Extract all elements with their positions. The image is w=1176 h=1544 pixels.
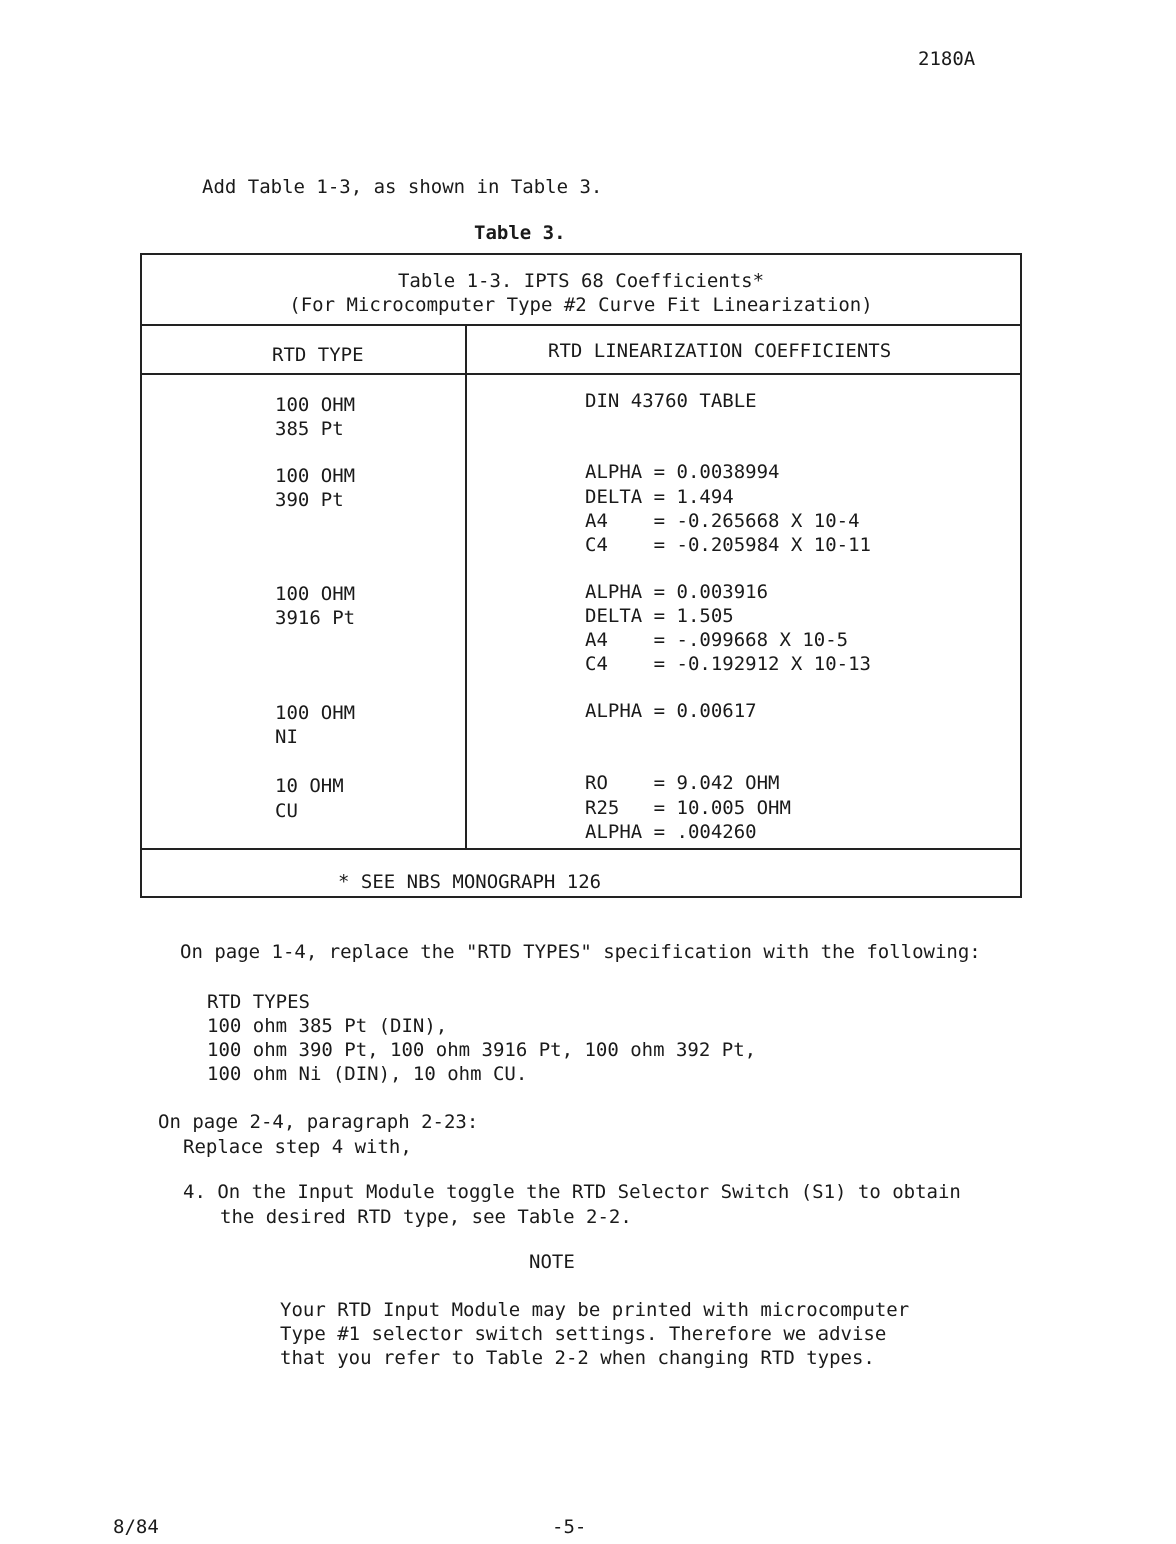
row-coeff-line: DELTA = 1.494: [585, 486, 734, 508]
step-4-text: 4. On the Input Module toggle the RTD Selector Switch (S1) to obtain: [183, 1181, 961, 1203]
row-coeff-line: DIN 43760 TABLE: [585, 390, 757, 412]
row-type-line: 390 Pt: [275, 489, 344, 511]
document-number: 2180A: [918, 48, 976, 70]
rtd-types-line: 100 ohm 385 Pt (DIN),: [207, 1015, 448, 1037]
row-coeff-line: A4 = -0.265668 X 10-4: [585, 510, 860, 532]
coefficients-table: [140, 253, 1022, 898]
rtd-types-instruction: On page 1-4, replace the "RTD TYPES" specification with the following:: [180, 941, 981, 963]
note-line: Type #1 selector switch settings. Therefore we advise: [280, 1323, 887, 1345]
row-coeff-line: R25 = 10.005 OHM: [585, 797, 791, 819]
note-line: that you refer to Table 2-2 when changing RTD types.: [280, 1347, 875, 1369]
table-title-line2: (For Microcomputer Type #2 Curve Fit Linearization): [289, 294, 873, 316]
row-coeff-line: ALPHA = 0.0038994: [585, 461, 780, 483]
row-coeff-line: RO = 9.042 OHM: [585, 772, 780, 794]
footer-date: 8/84: [113, 1516, 159, 1538]
row-type-line: 100 OHM: [275, 702, 356, 724]
row-coeff-line: C4 = -0.192912 X 10-13: [585, 653, 871, 675]
row-type-line: 100 OHM: [275, 394, 356, 416]
row-type-line: 100 OHM: [275, 465, 356, 487]
row-type-line: 385 Pt: [275, 418, 344, 440]
row-coeff-line: ALPHA = .004260: [585, 821, 757, 843]
row-coeff-line: C4 = -0.205984 X 10-11: [585, 534, 871, 556]
intro-text: Add Table 1-3, as shown in Table 3.: [202, 176, 603, 198]
row-type-line: 10 OHM: [275, 775, 344, 797]
step-4-text: the desired RTD type, see Table 2-2.: [220, 1206, 632, 1228]
row-type-line: NI: [275, 726, 298, 748]
rtd-types-line: RTD TYPES: [207, 991, 310, 1013]
row-type-line: 3916 Pt: [275, 607, 356, 629]
replace-instruction: Replace step 4 with,: [183, 1136, 412, 1158]
rtd-types-line: 100 ohm 390 Pt, 100 ohm 3916 Pt, 100 ohm 392 Pt,: [207, 1039, 757, 1061]
rtd-types-line: 100 ohm Ni (DIN), 10 ohm CU.: [207, 1063, 528, 1085]
note-heading: NOTE: [529, 1251, 575, 1273]
col-header-rtd-type: RTD TYPE: [272, 344, 364, 366]
row-coeff-line: ALPHA = 0.00617: [585, 700, 757, 722]
page-number: -5-: [552, 1516, 587, 1538]
row-coeff-line: A4 = -.099668 X 10-5: [585, 629, 849, 651]
note-line: Your RTD Input Module may be printed with microcomputer: [280, 1299, 910, 1321]
row-type-line: 100 OHM: [275, 583, 356, 605]
table-title-line1: Table 1-3. IPTS 68 Coefficients*: [397, 270, 765, 292]
table-footnote: * SEE NBS MONOGRAPH 126: [338, 871, 602, 893]
table-caption: Table 3.: [474, 222, 566, 244]
col-header-coefficients: RTD LINEARIZATION COEFFICIENTS: [548, 340, 892, 362]
paragraph-reference: On page 2-4, paragraph 2-23:: [158, 1111, 479, 1133]
row-coeff-line: DELTA = 1.505: [585, 605, 734, 627]
row-coeff-line: ALPHA = 0.003916: [585, 581, 769, 603]
row-type-line: CU: [275, 800, 298, 822]
